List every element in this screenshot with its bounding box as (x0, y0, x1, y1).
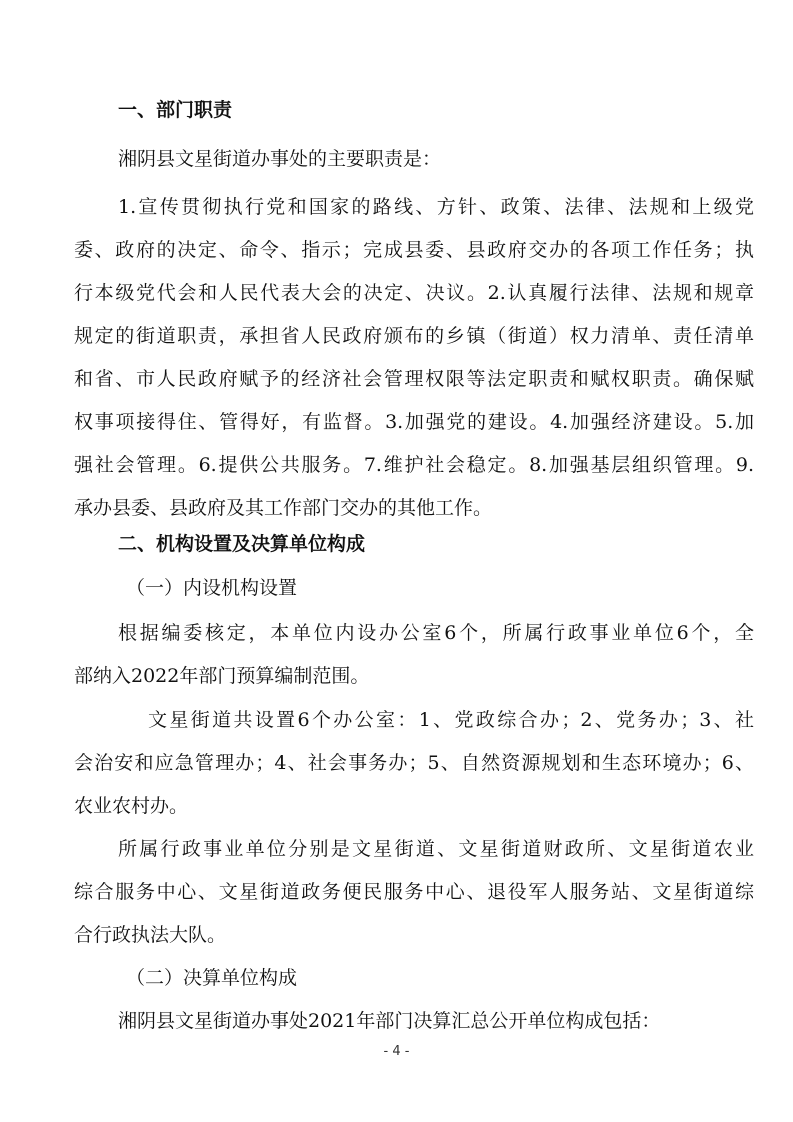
paragraph-line: 部纳入2022年部门预算编制范围。 (74, 665, 370, 687)
section-heading-structure: 二、机构设置及决算单位构成 (118, 533, 366, 555)
paragraph-intro: 湘阴县文星街道办事处的主要职责是： (118, 148, 442, 170)
subheading-accounting-units: （二）决算单位构成 (126, 967, 298, 989)
paragraph-line: 农业农村办。 (74, 795, 189, 817)
paragraph-line: 湘阴县文星街道办事处2021年部门决算汇总公开单位构成包括： (118, 1010, 661, 1032)
duties-line: 强社会管理。6.提供公共服务。7.维护社会稳定。8.加强基层组织管理。9. (74, 454, 754, 476)
page-number: - 4 - (383, 1044, 410, 1059)
paragraph-line: 所属行政事业单位分别是文星街道、文星街道财政所、文星街道农业 (118, 838, 754, 860)
duties-line: 行本级党代会和人民代表大会的决定、决议。2.认真履行法律、法规和规章 (74, 282, 754, 304)
paragraph-line: 文星街道共设置6个办公室：1、党政综合办；2、党务办；3、社 (148, 709, 754, 731)
paragraph-line: 根据编委核定，本单位内设办公室6个，所属行政事业单位6个，全 (118, 622, 754, 644)
duties-line: 权事项接得住、管得好，有监督。3.加强党的建设。4.加强经济建设。5.加 (74, 411, 754, 433)
duties-line: 委、政府的决定、命令、指示；完成县委、县政府交办的各项工作任务；执 (74, 239, 754, 261)
duties-line: 和省、市人民政府赋予的经济社会管理权限等法定职责和赋权职责。确保赋 (74, 368, 754, 390)
paragraph-line: 会治安和应急管理办；4、社会事务办；5、自然资源规划和生态环境办；6、 (74, 752, 754, 774)
subheading-internal-structure: （一）内设机构设置 (126, 577, 298, 599)
duties-line: 规定的街道职责，承担省人民政府颁布的乡镇（街道）权力清单、责任清单 (74, 325, 754, 347)
duties-line: 承办县委、县政府及其工作部门交办的其他工作。 (74, 497, 493, 519)
duties-line: 1.宣传贯彻执行党和国家的路线、方针、政策、法律、法规和上级党 (118, 196, 754, 218)
paragraph-line: 综合服务中心、文星街道政务便民服务中心、退役军人服务站、文星街道综 (74, 881, 754, 903)
paragraph-line: 合行政执法大队。 (74, 924, 227, 946)
section-heading-duties: 一、部门职责 (118, 99, 233, 121)
